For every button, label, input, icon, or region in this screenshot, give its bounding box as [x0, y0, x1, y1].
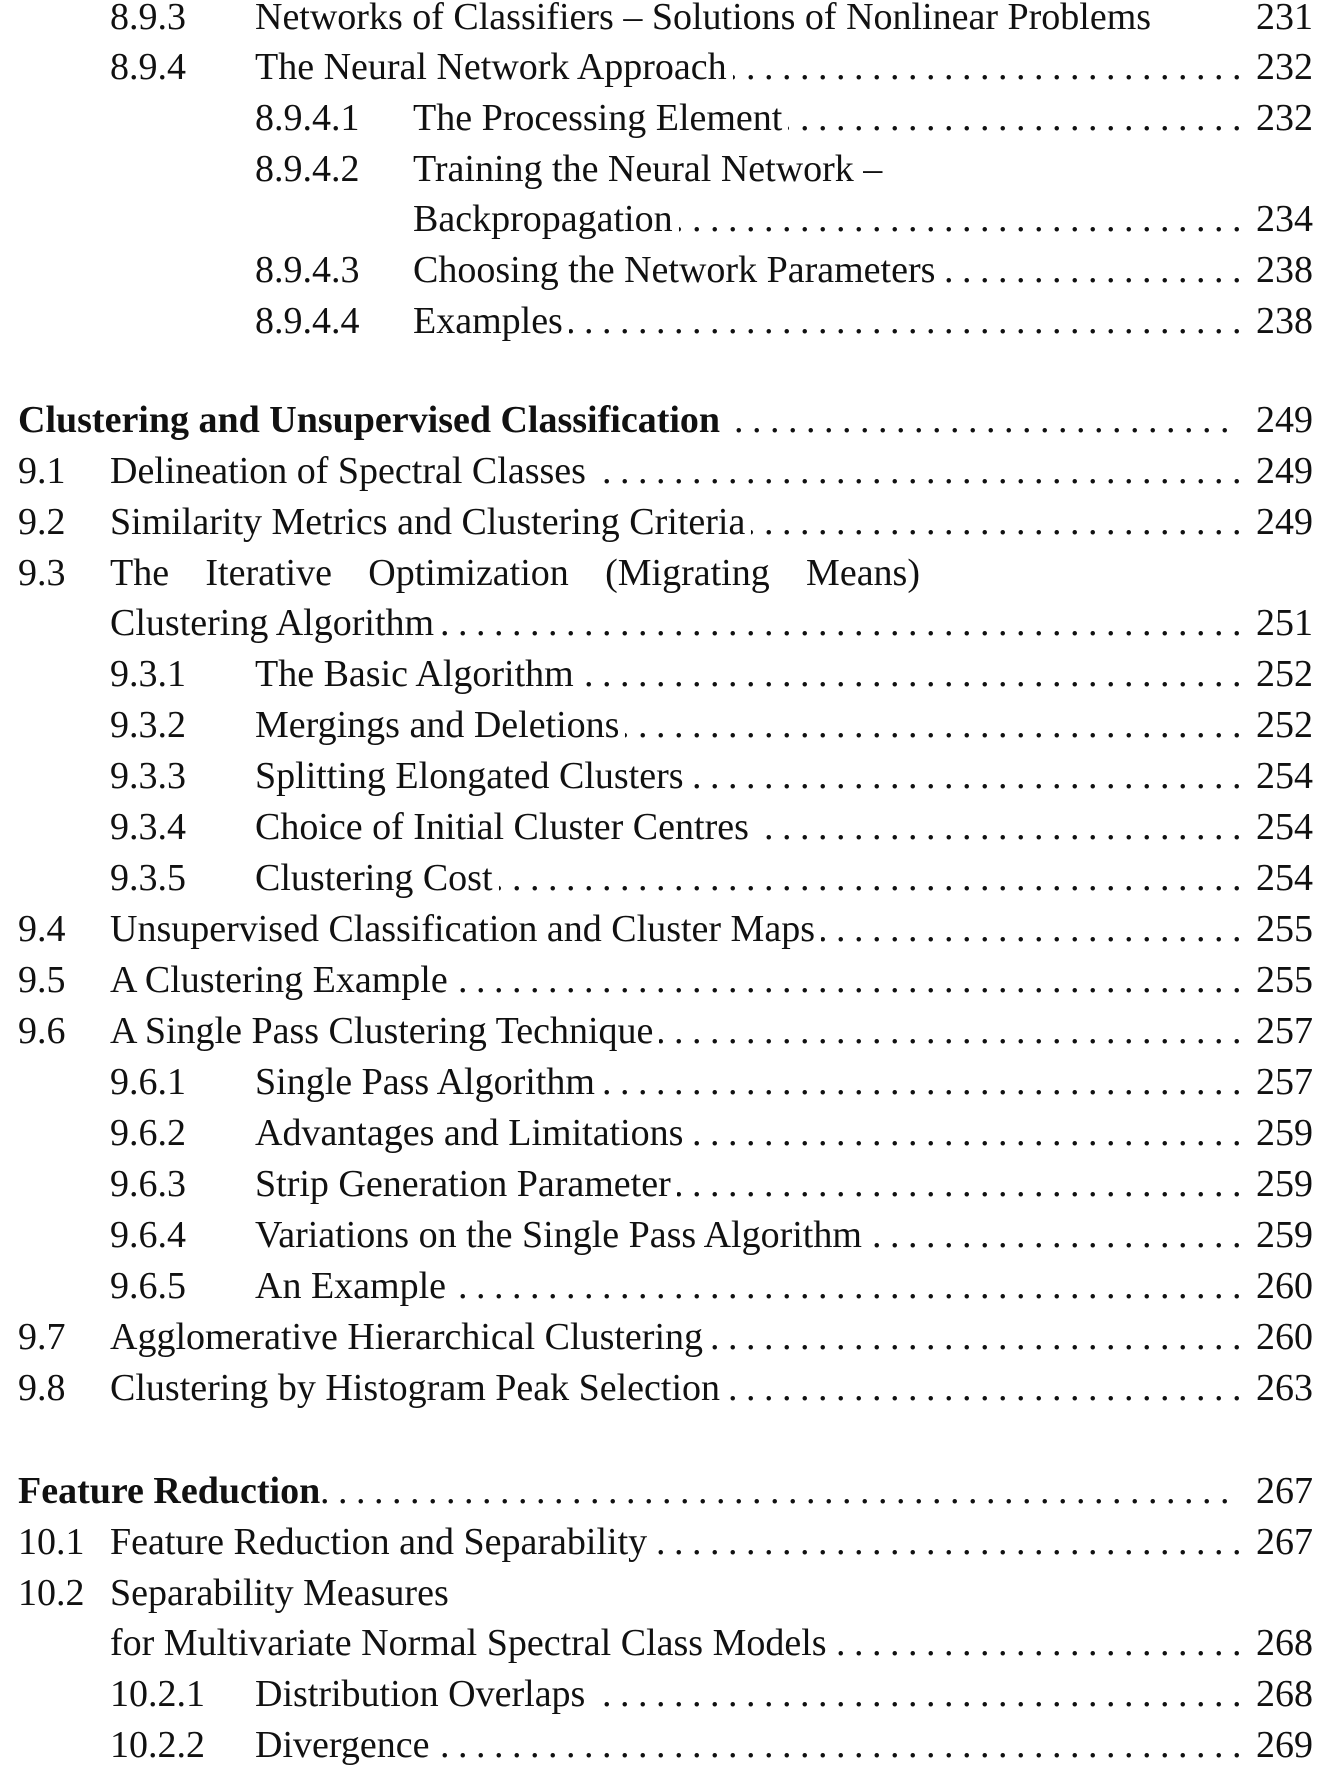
toc-entry-title: Strip Generation Parameter: [255, 1159, 677, 1210]
toc-leader-dots: [689, 1108, 1250, 1159]
toc-entry-title: A Clustering Example: [110, 955, 454, 1006]
toc-entry-number: 10.2.2: [110, 1724, 205, 1766]
toc-entry-9-3-3: [0, 751, 1331, 802]
toc-entry-8-9-4-3: [0, 245, 1331, 296]
toc-entry-title: Advantages and Limitations: [255, 1108, 689, 1159]
toc-entry-9-5: [0, 955, 1331, 1006]
toc-entry-9-1: [0, 446, 1331, 497]
toc-entry-page: 249: [1256, 399, 1313, 441]
toc-entry-page: 268: [1256, 1622, 1313, 1664]
toc-leader-dots: [440, 598, 1250, 649]
toc-entry-page: 249: [1256, 450, 1313, 492]
toc-leader-dots: [679, 194, 1250, 245]
toc-entry-title: Choice of Initial Cluster Centres: [255, 802, 755, 853]
toc-entry-number: 9.2: [18, 501, 66, 543]
toc-entry-number: 9.7: [18, 1316, 66, 1358]
toc-entry-number: 8.9.4.2: [255, 148, 360, 190]
toc-entry-page: 267: [1256, 1521, 1313, 1563]
toc-entry-9-6: [0, 1006, 1331, 1057]
toc-entry-title: The Basic Algorithm: [255, 649, 580, 700]
toc-entry-title-continuation: Clustering Algorithm: [110, 598, 440, 649]
toc-entry-title: Unsupervised Classification and Cluster Maps: [110, 904, 821, 955]
toc-entry-page: 234: [1256, 198, 1313, 240]
toc-entry-page: 260: [1256, 1316, 1313, 1358]
toc-leader-dots: [941, 245, 1250, 296]
toc-entry-9-6-4: [0, 1210, 1331, 1261]
toc-leader-dots: [591, 1669, 1250, 1720]
toc-entry-number: 9.6.4: [110, 1214, 186, 1256]
toc-entry-page: 257: [1256, 1010, 1313, 1052]
toc-entry-number: 10.2.1: [110, 1673, 205, 1715]
toc-leader-dots: [625, 700, 1250, 751]
toc-entry-number: 9.8: [18, 1367, 66, 1409]
toc-entry-10-2-cont: [0, 1618, 1331, 1669]
toc-entry-title: Single Pass Algorithm: [255, 1057, 601, 1108]
toc-entry-page: 255: [1256, 908, 1313, 950]
toc-entry-number: 9.4: [18, 908, 66, 950]
toc-entry-page: 254: [1256, 806, 1313, 848]
toc-leader-dots: [726, 395, 1238, 446]
toc-entry-number: 8.9.4.1: [255, 97, 360, 139]
toc-entry-title: Training the Neural Network –: [413, 148, 883, 190]
toc-entry-number: 9.6.1: [110, 1061, 186, 1103]
toc-entry-title: An Example: [255, 1261, 452, 1312]
toc-entry-9-6-2: [0, 1108, 1331, 1159]
toc-entry-number: 10.2: [18, 1572, 85, 1614]
toc-entry-8-9-4-4: [0, 296, 1331, 347]
toc-leader-dots: [733, 42, 1250, 93]
toc-leader-dots: [601, 1057, 1250, 1108]
toc-entry-page: 238: [1256, 249, 1313, 291]
toc-entry-title: A Single Pass Clustering Technique: [110, 1006, 659, 1057]
toc-entry-page: 254: [1256, 857, 1313, 899]
toc-entry-title: The Neural Network Approach: [255, 42, 733, 93]
toc-entry-title: Separability Measures: [110, 1572, 449, 1614]
toc-entry-title: Examples: [413, 296, 569, 347]
toc-entry-page: 255: [1256, 959, 1313, 1001]
toc-entry-8-9-3: [0, 0, 1331, 43]
toc-chapter-clustering: [0, 395, 1331, 446]
toc-entry-8-9-4-2-cont: [0, 194, 1331, 245]
toc-leader-dots: [659, 1006, 1250, 1057]
toc-entry-page: 259: [1256, 1163, 1313, 1205]
toc-entry-number: 10.1: [18, 1521, 85, 1563]
toc-leader-dots: [435, 1720, 1250, 1771]
toc-entry-title: Clustering by Histogram Peak Selection: [110, 1363, 726, 1414]
toc-entry-title: Splitting Elongated Clusters: [255, 751, 690, 802]
toc-entry-number: 8.9.4: [110, 46, 186, 88]
toc-entry-9-8: [0, 1363, 1331, 1414]
toc-entry-9-3-1: [0, 649, 1331, 700]
toc-entry-title: Clustering Cost: [255, 853, 499, 904]
toc-leader-dots: [690, 751, 1250, 802]
toc-leader-dots: [320, 1466, 1238, 1517]
toc-entry-8-9-4: [0, 42, 1331, 93]
toc-entry-number: 9.3.4: [110, 806, 186, 848]
toc-entry-10-2-2: [0, 1720, 1331, 1771]
toc-entry-title: Choosing the Network Parameters: [413, 245, 941, 296]
toc-leader-dots: [726, 1363, 1250, 1414]
toc-entry-page: 231: [1256, 0, 1313, 38]
toc-entry-number: 9.6.5: [110, 1265, 186, 1307]
toc-entry-title: Divergence: [255, 1720, 435, 1771]
toc-entry-number: 9.6: [18, 1010, 66, 1052]
toc-entry-number: 9.1: [18, 450, 66, 492]
toc-entry-number: 9.3.2: [110, 704, 186, 746]
toc-entry-9-4: [0, 904, 1331, 955]
toc-entry-9-3-4: [0, 802, 1331, 853]
toc-leader-dots: [677, 1159, 1250, 1210]
toc-entry-10-2: [0, 1568, 1331, 1619]
toc-entry-page: 252: [1256, 704, 1313, 746]
toc-entry-9-3-5: [0, 853, 1331, 904]
toc-leader-dots: [821, 904, 1250, 955]
toc-entry-number: 8.9.3: [110, 0, 186, 38]
toc-entry-page: 268: [1256, 1673, 1313, 1715]
toc-entry-9-3-2: [0, 700, 1331, 751]
toc-entry-9-6-1: [0, 1057, 1331, 1108]
toc-leader-dots: [452, 1261, 1250, 1312]
toc-entry-page: 267: [1256, 1470, 1313, 1512]
toc-chapter-feature-reduction: [0, 1466, 1331, 1517]
toc-entry-8-9-4-2: [0, 144, 1331, 195]
toc-entry-title: Similarity Metrics and Clustering Criteria: [110, 497, 751, 548]
toc-entry-title: Distribution Overlaps: [255, 1669, 591, 1720]
toc-entry-page: 238: [1256, 300, 1313, 342]
toc-entry-number: 8.9.4.4: [255, 300, 360, 342]
toc-entry-page: 232: [1256, 97, 1313, 139]
toc-entry-page: 257: [1256, 1061, 1313, 1103]
toc-entry-number: 9.3.5: [110, 857, 186, 899]
toc-entry-number: 9.5: [18, 959, 66, 1001]
toc-entry-title: Networks of Classifiers – Solutions of Nonlinear Problems: [255, 0, 1152, 38]
toc-entry-9-6-5: [0, 1261, 1331, 1312]
toc-chapter-title: Feature Reduction: [18, 1466, 320, 1517]
toc-entry-title: The Iterative Optimization (Migrating Means): [110, 552, 920, 594]
toc-entry-page: 260: [1256, 1265, 1313, 1307]
toc-leader-dots: [709, 1312, 1250, 1363]
toc-entry-page: 251: [1256, 602, 1313, 644]
toc-leader-dots: [653, 1517, 1250, 1568]
toc-entry-title-continuation: Backpropagation: [413, 194, 679, 245]
toc-entry-title: Mergings and Deletions: [255, 700, 625, 751]
toc-entry-page: 259: [1256, 1214, 1313, 1256]
toc-entry-page: 259: [1256, 1112, 1313, 1154]
toc-entry-page: 249: [1256, 501, 1313, 543]
toc-entry-10-2-1: [0, 1669, 1331, 1720]
toc-entry-title: Variations on the Single Pass Algorithm: [255, 1210, 868, 1261]
toc-entry-9-2: [0, 497, 1331, 548]
toc-entry-number: 9.6.2: [110, 1112, 186, 1154]
toc-leader-dots: [580, 649, 1250, 700]
toc-leader-dots: [751, 497, 1250, 548]
toc-leader-dots: [788, 93, 1250, 144]
toc-leader-dots: [868, 1210, 1250, 1261]
toc-entry-page: 232: [1256, 46, 1313, 88]
toc-entry-9-7: [0, 1312, 1331, 1363]
toc-entry-title: The Processing Element: [413, 93, 788, 144]
toc-entry-8-9-4-1: [0, 93, 1331, 144]
toc-entry-9-3: [0, 548, 1331, 599]
toc-entry-number: 9.3.1: [110, 653, 186, 695]
toc-entry-page: 252: [1256, 653, 1313, 695]
toc-entry-10-1: [0, 1517, 1331, 1568]
toc-entry-title: Agglomerative Hierarchical Clustering: [110, 1312, 709, 1363]
toc-entry-page: 269: [1256, 1724, 1313, 1766]
toc-entry-title: Delineation of Spectral Classes: [110, 446, 592, 497]
toc-leader-dots: [592, 446, 1250, 497]
toc-leader-dots: [755, 802, 1250, 853]
toc-entry-number: 9.6.3: [110, 1163, 186, 1205]
toc-leader-dots: [833, 1618, 1250, 1669]
toc-leader-dots: [454, 955, 1250, 1006]
toc-entry-9-6-3: [0, 1159, 1331, 1210]
toc-entry-number: 9.3.3: [110, 755, 186, 797]
toc-entry-page: 254: [1256, 755, 1313, 797]
toc-leader-dots: [569, 296, 1250, 347]
toc-leader-dots: [499, 853, 1250, 904]
toc-entry-page: 263: [1256, 1367, 1313, 1409]
toc-chapter-title: Clustering and Unsupervised Classification: [18, 395, 726, 446]
toc-entry-title-continuation: for Multivariate Normal Spectral Class Models: [110, 1618, 833, 1669]
toc-entry-number: 8.9.4.3: [255, 249, 360, 291]
toc-entry-number: 9.3: [18, 552, 66, 594]
toc-entry-9-3-cont: [0, 598, 1331, 649]
toc-entry-title: Feature Reduction and Separability: [110, 1517, 653, 1568]
